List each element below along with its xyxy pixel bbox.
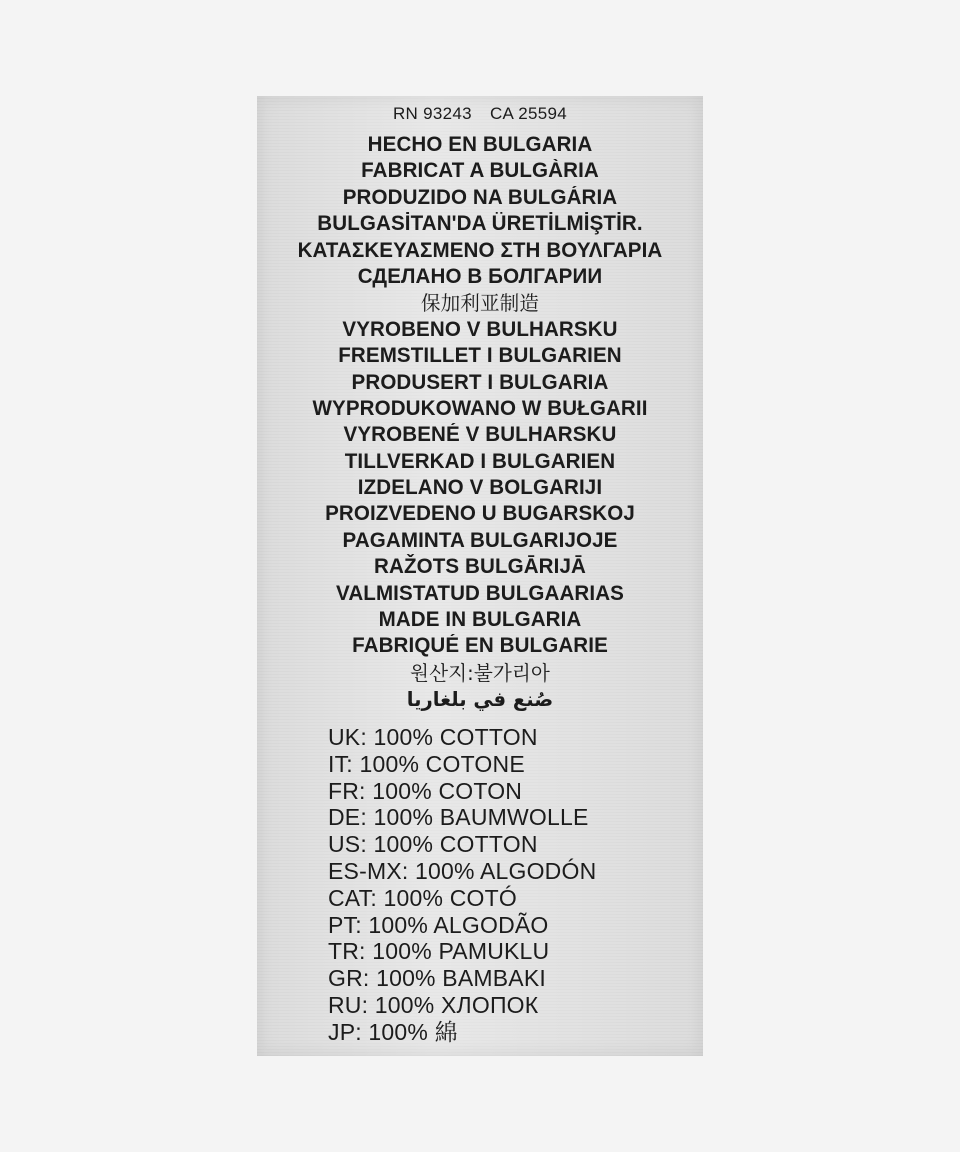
origin-line-ar: صُنع في بلغاريا xyxy=(406,687,554,712)
fabric-line-it: IT: 100% COTONE xyxy=(328,750,525,777)
registration-codes xyxy=(257,102,703,126)
origin-line-sk: VYROBENÉ V BULHARSKU xyxy=(343,423,617,447)
origin-line-ru: СДЕЛАНО В БОЛГАРИИ xyxy=(357,264,603,288)
origin-line-tr: BULGASİTAN'DA ÜRETİLMİŞTİR. xyxy=(317,212,643,236)
origin-line-da: FREMSTILLET I BULGARIEN xyxy=(338,344,622,368)
origin-line-ko: 원산지:불가리아 xyxy=(410,660,550,685)
ca-code: CA 25594 xyxy=(489,104,568,123)
origin-line-zh: 保加利亚制造 xyxy=(420,291,540,316)
origin-line-pl: WYPRODUKOWANO W BUŁGARII xyxy=(312,396,648,420)
fabric-line-es-mx: ES-MX: 100% ALGODÓN xyxy=(328,857,597,884)
origin-line-no: PRODUSERT I BULGARIA xyxy=(351,370,609,394)
fabric-line-ru: RU: 100% ХЛОПОК xyxy=(328,991,539,1018)
origin-line-es: HECHO EN BULGARIA xyxy=(367,133,593,156)
origin-line-et: VALMISTATUD BULGAARIAS xyxy=(336,581,624,605)
fabric-composition-list xyxy=(328,724,596,1046)
origin-line-sv: TILLVERKAD I BULGARIEN xyxy=(344,449,616,473)
fabric-line-fr: FR: 100% COTON xyxy=(328,777,523,804)
origin-line-fr: FABRIQUÉ EN BULGARIE xyxy=(352,634,608,658)
origin-line-sl: IZDELANO V BOLGARIJI xyxy=(357,476,603,500)
rn-code: RN 93243 xyxy=(392,104,472,123)
origin-line-lv: RAŽOTS BULGĀRIJĀ xyxy=(374,555,586,579)
fabric-line-us: US: 100% COTTON xyxy=(328,831,538,858)
origin-line-pt: PRODUZIDO NA BULGÁRIA xyxy=(342,185,618,209)
origin-line-cs: VYROBENO V BULHARSKU xyxy=(342,317,618,341)
fabric-line-gr: GR: 100% BAMBAKI xyxy=(328,965,546,992)
fabric-line-pt: PT: 100% ALGODÃO xyxy=(328,911,549,938)
origin-line-hr: PROIZVEDENO U BUGARSKOJ xyxy=(325,502,635,526)
fabric-line-cat: CAT: 100% COTÓ xyxy=(328,884,517,911)
country-of-origin-list xyxy=(257,132,703,713)
fabric-line-de: DE: 100% BAUMWOLLE xyxy=(328,804,589,831)
fabric-line-uk: UK: 100% COTTON xyxy=(328,724,538,750)
origin-line-ca: FABRICAT A BULGÀRIA xyxy=(361,159,599,183)
origin-line-lt: PAGAMINTA BULGARIJOJE xyxy=(342,528,618,552)
care-label xyxy=(257,96,703,1056)
fabric-line-tr: TR: 100% PAMUKLU xyxy=(328,938,550,965)
origin-line-gr: ΚΑΤΑΣΚΕΥΑΣΜΕΝΟ ΣΤΗ ΒΟΥΛΓΑΡΙΑ xyxy=(297,238,663,262)
origin-line-en: MADE IN BULGARIA xyxy=(378,608,582,632)
fabric-line-jp: JP: 100% 綿 xyxy=(328,1018,458,1045)
